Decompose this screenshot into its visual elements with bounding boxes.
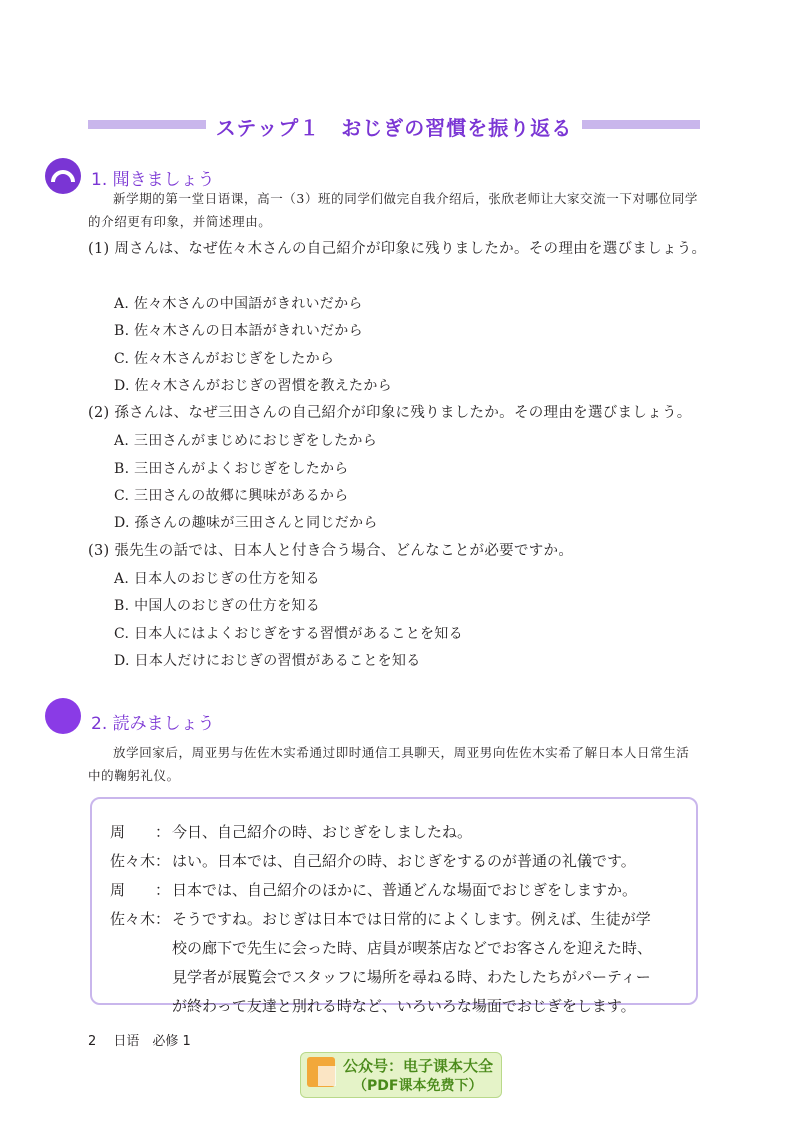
question-2-option-d[interactable]: D. 孫さんの趣味が三田さんと同じだから	[114, 515, 378, 531]
question-2: (2) 孫さんは、なぜ三田さんの自己紹介が印象に残りましたか。その理由を選びましょう。	[88, 405, 692, 421]
question-1-option-a[interactable]: A. 佐々木さんの中国語がきれいだから	[114, 296, 363, 312]
dialog-text: 今日、自己紹介の時、おじぎをしましたね。	[172, 823, 473, 841]
section1-label: 1. 聞きましょう	[91, 170, 215, 190]
section2-intro: 放学回家后，周亚男与佐佐木实希通过即时通信工具聊天，周亚男向佐佐木实希了解日本人日常生活中的鞠躬礼仪。	[88, 745, 690, 783]
watermark-line-1: 公众号：电子课本大全	[343, 1057, 494, 1075]
circle-icon	[44, 697, 82, 735]
question-3-option-c[interactable]: C. 日本人にはよくおじぎをする習慣があることを知る	[114, 626, 463, 642]
question-1-option-b[interactable]: B. 佐々木さんの日本語がきれいだから	[114, 323, 363, 339]
watermark-line-2: （PDF课本免费下）	[353, 1078, 483, 1094]
dialog-speaker: 佐々木：	[110, 910, 171, 928]
question-1: (1) 周さんは、なぜ佐々木さんの自己紹介が印象に残りましたか。その理由を選びましょう。	[88, 241, 707, 257]
page-title-row	[88, 112, 700, 138]
watermark-badge	[300, 1052, 502, 1098]
question-1-option-d[interactable]: D. 佐々木さんがおじぎの習慣を教えたから	[114, 378, 392, 394]
book-icon	[307, 1057, 335, 1087]
dialog-speaker: 佐々木：	[110, 852, 171, 870]
question-2-option-c[interactable]: C. 三田さんの故郷に興味があるから	[114, 488, 349, 504]
question-3-option-b[interactable]: B. 中国人のおじぎの仕方を知る	[114, 598, 320, 614]
question-3: (3) 張先生の話では、日本人と付き合う場合、どんなことが必要ですか。	[88, 543, 574, 559]
page-title: ステップ１ おじぎの習慣を振り返る	[215, 116, 573, 140]
dialog-text-continued: 見学者が展覧会でスタッフに場所を尋ねる時、わたしたちがパーティー	[172, 968, 651, 986]
dialog-text: 日本では、自己紹介のほかに、普通どんな場面でおじぎをしますか。	[172, 881, 638, 899]
dialog-text-continued: 校の廊下で先生に会った時、店員が喫茶店などでお客さんを迎えた時、	[172, 939, 653, 957]
question-2-option-b[interactable]: B. 三田さんがよくおじぎをしたから	[114, 461, 349, 477]
dialog-speaker: 周 ：	[110, 823, 171, 841]
ear-icon	[44, 157, 82, 195]
dialog-text: はい。日本では、自己紹介の時、おじぎをするのが普通の礼儀です。	[172, 852, 636, 870]
section2-label: 2. 読みましょう	[91, 714, 215, 734]
question-2-option-a[interactable]: A. 三田さんがまじめにおじぎをしたから	[114, 433, 378, 449]
section1-intro: 新学期的第一堂日语课，高一（3）班的同学们做完自我介绍后，张欣老师让大家交流一下对哪位同学的介绍更有印象，并简述理由。	[88, 191, 698, 229]
title-bar-right	[582, 120, 700, 129]
dialog-text: そうですね。おじぎは日本では日常的によくします。例えば、生徒が学	[172, 910, 651, 928]
question-3-option-a[interactable]: A. 日本人のおじぎの仕方を知る	[114, 571, 320, 587]
page-footer: 2 日语 必修 1	[88, 1034, 191, 1049]
dialog-speaker: 周 ：	[110, 881, 171, 899]
question-1-option-c[interactable]: C. 佐々木さんがおじぎをしたから	[114, 351, 335, 367]
dialog-text-continued: が終わって友達と別れる時など、いろいろな場面でおじぎをします。	[172, 997, 636, 1015]
question-3-option-d[interactable]: D. 日本人だけにおじぎの習慣があることを知る	[114, 653, 421, 669]
